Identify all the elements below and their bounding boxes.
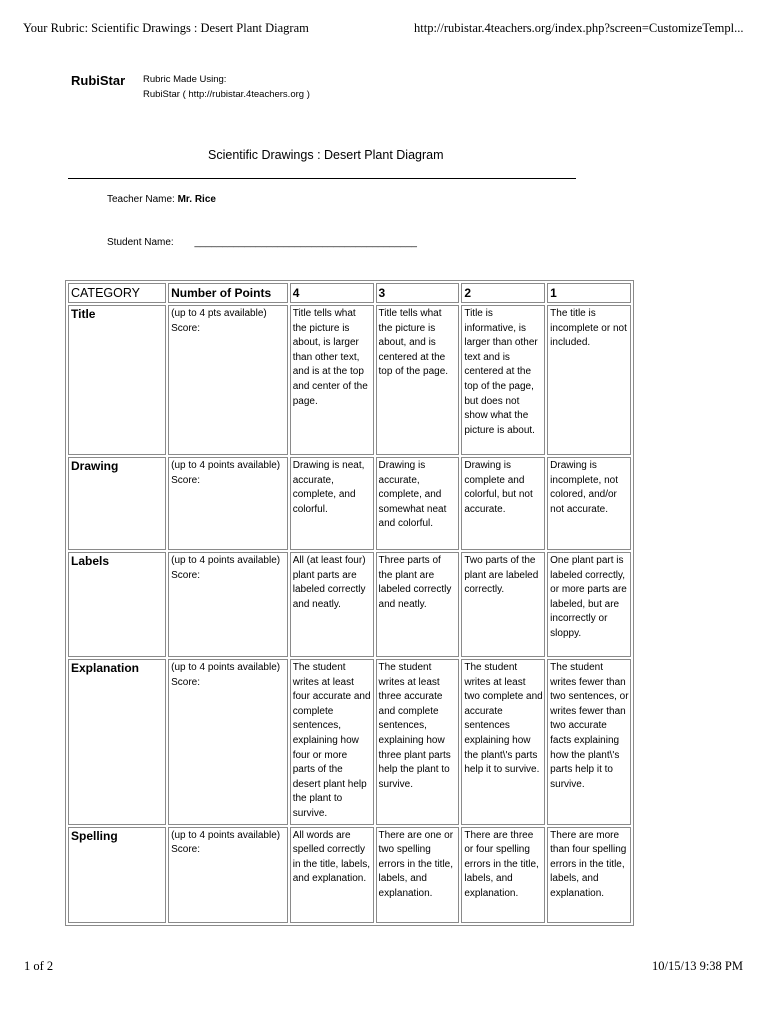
row-cell-4: Title tells what the picture is about, is larger than other text, and is at the top and center of the page. — [290, 305, 374, 455]
made-using-line1: Rubric Made Using: — [143, 74, 227, 85]
row-cell-3: There are one or two spelling errors in the title, labels, and explanation. — [376, 827, 460, 923]
row-cell-4: The student writes at least four accurate and complete sentences, explaining how four or more parts of the desert plant help the plant to survive. — [290, 659, 374, 825]
row-cell-3: Title tells what the picture is about, and is centered at the top of the page. — [376, 305, 460, 455]
page-title: Scientific Drawings : Desert Plant Diagram — [208, 148, 444, 162]
page-number: 1 of 2 — [24, 959, 54, 973]
row-cell-2: Drawing is complete and colorful, but not accurate. — [461, 457, 545, 550]
table-row — [68, 457, 631, 550]
teacher-name-label: Teacher Name: — [107, 194, 175, 205]
row-cell-2: Title is informative, is larger than other text and is centered at the top of the page, but does not show what the picture is about. — [461, 305, 545, 455]
row-cell-2: Two parts of the plant are labeled correctly. — [461, 552, 545, 657]
row-cell-1: There are more than four spelling errors in the title, labels, and explanation. — [547, 827, 631, 923]
print-datetime: 10/15/13 9:38 PM — [652, 959, 743, 973]
row-cell-3: Drawing is accurate, complete, and somewhat neat and colorful. — [376, 457, 460, 550]
row-points: (up to 4 points available) Score: — [168, 552, 288, 657]
row-cell-1: The student writes fewer than two sentences, or writes fewer than two accurate facts explaining how the plant\'s parts help it to survive. — [547, 659, 631, 825]
print-header-title: Your Rubric: Scientific Drawings : Desert Plant Diagram — [23, 21, 309, 35]
rubric-table — [65, 280, 634, 926]
row-cell-2: The student writes at least two complete and accurate sentences explaining how the plant\'s parts help it to survive. — [461, 659, 545, 825]
row-points: (up to 4 points available) Score: — [168, 659, 288, 825]
row-cell-4: All (at least four) plant parts are labeled correctly and neatly. — [290, 552, 374, 657]
table-row — [68, 552, 631, 657]
title-divider — [68, 178, 576, 179]
header-score-2: 2 — [461, 283, 545, 303]
row-points: (up to 4 points available) Score: — [168, 457, 288, 550]
header-score-4: 4 — [290, 283, 374, 303]
rubistar-logo-text: RubiStar — [71, 73, 126, 88]
row-points: (up to 4 points available) Score: — [168, 827, 288, 923]
print-header-url: http://rubistar.4teachers.org/index.php?screen=CustomizeTempl... — [414, 21, 744, 35]
student-name-line — [107, 237, 417, 248]
table-header-row — [68, 283, 631, 303]
row-points: (up to 4 pts available) Score: — [168, 305, 288, 455]
header-category: CATEGORY — [68, 283, 166, 303]
student-name-label: Student Name: — [107, 237, 174, 248]
row-cell-3: Three parts of the plant are labeled correctly and neatly. — [376, 552, 460, 657]
row-cell-3: The student writes at least three accurate and complete sentences, explaining how three plant parts help the plant to survive. — [376, 659, 460, 825]
header-points: Number of Points — [168, 283, 288, 303]
teacher-name-value: Mr. Rice — [177, 194, 216, 205]
header-score-3: 3 — [376, 283, 460, 303]
made-using-line2: RubiStar ( http://rubistar.4teachers.org ) — [143, 89, 310, 100]
teacher-name-line — [107, 194, 216, 205]
row-category: Explanation — [68, 659, 166, 825]
row-cell-4: All words are spelled correctly in the title, labels, and explanation. — [290, 827, 374, 923]
table-row — [68, 827, 631, 923]
made-using-note — [143, 72, 310, 102]
row-category: Drawing — [68, 457, 166, 550]
row-cell-1: One plant part is labeled correctly, or more parts are labeled, but are incorrectly or sloppy. — [547, 552, 631, 657]
row-cell-1: The title is incomplete or not included. — [547, 305, 631, 455]
row-cell-2: There are three or four spelling errors in the title, labels, and explanation. — [461, 827, 545, 923]
row-category: Labels — [68, 552, 166, 657]
table-row — [68, 305, 631, 455]
row-category: Title — [68, 305, 166, 455]
row-category: Spelling — [68, 827, 166, 923]
table-row — [68, 659, 631, 825]
row-cell-4: Drawing is neat, accurate, complete, and colorful. — [290, 457, 374, 550]
row-cell-1: Drawing is incomplete, not colored, and/or not accurate. — [547, 457, 631, 550]
student-name-blank: ________________________________________ — [194, 237, 417, 248]
header-score-1: 1 — [547, 283, 631, 303]
